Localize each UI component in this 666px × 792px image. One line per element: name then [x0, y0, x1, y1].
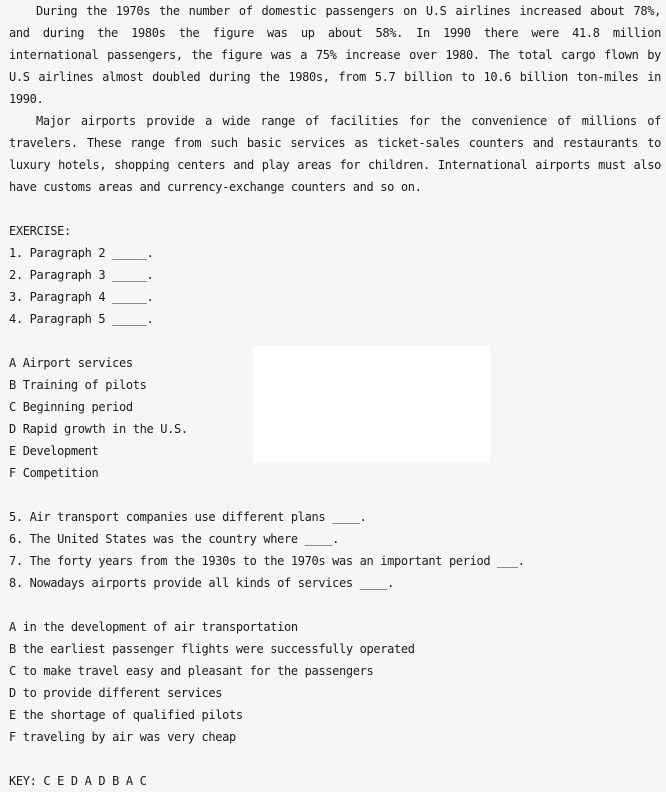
option-item: B the earliest passenger flights were successfully operated	[9, 642, 415, 656]
blank-image-placeholder	[253, 346, 490, 463]
question-item: 5. Air transport companies use different plans ____.	[9, 510, 367, 524]
options-part2	[9, 616, 661, 748]
paragraph-1: During the 1970s the number of domestic passengers on U.S airlines increased about 78%, and during the 1980s the figure was up about 58%. In 1990 there were 41.8 million international passengers, the figure was a 75% increase over 1980. The total cargo flown by U.S airlines almost doubled during the 1980s, from 5.7 billion to 10.6 billion ton-miles in 1990.	[9, 4, 661, 106]
option-item: E the shortage of qualified pilots	[9, 708, 243, 722]
option-item: A in the development of air transportation	[9, 620, 298, 634]
option-item: D to provide different services	[9, 686, 223, 700]
spacer	[9, 748, 661, 770]
option-item: C Beginning period	[9, 400, 133, 414]
spacer	[9, 484, 661, 506]
questions-part2	[9, 506, 661, 594]
option-item: D Rapid growth in the U.S.	[9, 422, 188, 436]
question-item: 8. Nowadays airports provide all kinds of services ____.	[9, 576, 394, 590]
question-item: 4. Paragraph 5 _____.	[9, 312, 154, 326]
question-item: 7. The forty years from the 1930s to the 1970s was an important period ___.	[9, 554, 525, 568]
spacer	[9, 198, 661, 220]
question-item: 3. Paragraph 4 _____.	[9, 290, 154, 304]
answer-key: KEY: C E D A D B A C	[9, 774, 147, 788]
option-item: F Competition	[9, 466, 99, 480]
option-item: F traveling by air was very cheap	[9, 730, 236, 744]
spacer	[9, 594, 661, 616]
question-item: 2. Paragraph 3 _____.	[9, 268, 154, 282]
exercise-heading: EXERCISE:	[9, 224, 71, 238]
option-item: C to make travel easy and pleasant for the passengers	[9, 664, 374, 678]
question-item: 1. Paragraph 2 _____.	[9, 246, 154, 260]
question-item: 6. The United States was the country where ____.	[9, 532, 339, 546]
option-item: A Airport services	[9, 356, 133, 370]
paragraph-2: Major airports provide a wide range of facilities for the convenience of millions of travelers. These range from such basic services as ticket-sales counters and restaurants to luxury hotels, shopping centers and play areas for children. International airports must also have customs areas and currency-exchange counters and so on.	[9, 114, 661, 194]
option-item: E Development	[9, 444, 99, 458]
option-item: B Training of pilots	[9, 378, 147, 392]
questions-part1	[9, 242, 661, 330]
